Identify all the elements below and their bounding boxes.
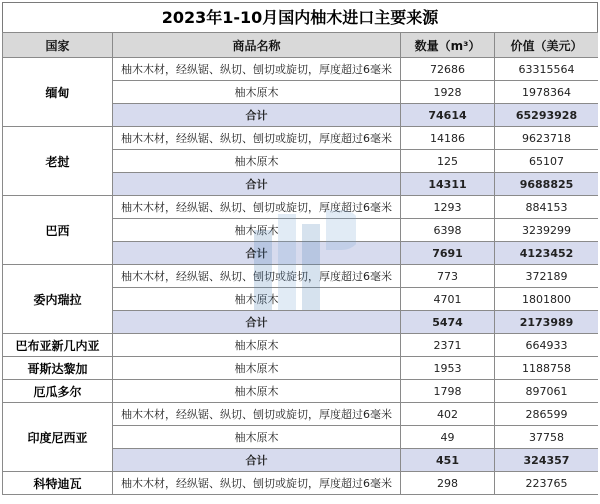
- table-body: [3, 58, 599, 495]
- product-cell: 柚木原木: [113, 219, 401, 242]
- value-cell: 223765: [495, 472, 599, 495]
- total-label-cell: 合计: [113, 104, 401, 127]
- total-value-cell: 2173989: [495, 311, 599, 334]
- total-label-cell: 合计: [113, 242, 401, 265]
- product-cell: 柚木原木: [113, 150, 401, 173]
- product-cell: 柚木木材，经纵锯、纵切、刨切或旋切，厚度超过6毫米: [113, 196, 401, 219]
- quantity-cell: 773: [401, 265, 495, 288]
- table-row: [3, 334, 599, 357]
- quantity-cell: 6398: [401, 219, 495, 242]
- quantity-cell: 298: [401, 472, 495, 495]
- quantity-cell: 1293: [401, 196, 495, 219]
- header-row: [3, 33, 599, 58]
- header-country: 国家: [3, 33, 113, 58]
- quantity-cell: 4701: [401, 288, 495, 311]
- total-value-cell: 65293928: [495, 104, 599, 127]
- quantity-cell: 1928: [401, 81, 495, 104]
- quantity-cell: 1798: [401, 380, 495, 403]
- country-cell: 老挝: [3, 127, 113, 196]
- value-cell: 1978364: [495, 81, 599, 104]
- product-cell: 柚木原木: [113, 288, 401, 311]
- table-row: [3, 357, 599, 380]
- table-row: [3, 380, 599, 403]
- product-cell: 柚木原木: [113, 426, 401, 449]
- country-cell: 缅甸: [3, 58, 113, 127]
- table-row: [3, 472, 599, 495]
- product-cell: 柚木原木: [113, 81, 401, 104]
- country-cell: 巴布亚新几内亚: [3, 334, 113, 357]
- header-value: 价值（美元）: [495, 33, 599, 58]
- quantity-cell: 2371: [401, 334, 495, 357]
- value-cell: 1188758: [495, 357, 599, 380]
- product-cell: 柚木原木: [113, 334, 401, 357]
- total-quantity-cell: 451: [401, 449, 495, 472]
- country-cell: 印度尼西亚: [3, 403, 113, 472]
- total-quantity-cell: 74614: [401, 104, 495, 127]
- product-cell: 柚木木材，经纵锯、纵切、刨切或旋切，厚度超过6毫米: [113, 403, 401, 426]
- header-product: 商品名称: [113, 33, 401, 58]
- country-cell: 巴西: [3, 196, 113, 265]
- product-cell: 柚木木材，经纵锯、纵切、刨切或旋切，厚度超过6毫米: [113, 265, 401, 288]
- table-row: [3, 127, 599, 150]
- country-cell: 哥斯达黎加: [3, 357, 113, 380]
- header-quantity: 数量（m³）: [401, 33, 495, 58]
- product-cell: 柚木木材，经纵锯、纵切、刨切或旋切，厚度超过6毫米: [113, 58, 401, 81]
- value-cell: 286599: [495, 403, 599, 426]
- value-cell: 9623718: [495, 127, 599, 150]
- value-cell: 37758: [495, 426, 599, 449]
- quantity-cell: 14186: [401, 127, 495, 150]
- total-label-cell: 合计: [113, 173, 401, 196]
- table-row: [3, 196, 599, 219]
- table-row: [3, 58, 599, 81]
- value-cell: 3239299: [495, 219, 599, 242]
- product-cell: 柚木原木: [113, 357, 401, 380]
- quantity-cell: 72686: [401, 58, 495, 81]
- product-cell: 柚木木材，经纵锯、纵切、刨切或旋切，厚度超过6毫米: [113, 472, 401, 495]
- total-quantity-cell: 7691: [401, 242, 495, 265]
- total-label-cell: 合计: [113, 311, 401, 334]
- total-quantity-cell: 5474: [401, 311, 495, 334]
- import-table-sheet: [2, 2, 598, 502]
- total-label-cell: 合计: [113, 449, 401, 472]
- total-value-cell: 9688825: [495, 173, 599, 196]
- product-cell: 柚木原木: [113, 380, 401, 403]
- value-cell: 372189: [495, 265, 599, 288]
- table-title: 2023年1-10月国内柚木进口主要来源: [2, 2, 598, 32]
- quantity-cell: 402: [401, 403, 495, 426]
- country-cell: 厄瓜多尔: [3, 380, 113, 403]
- country-cell: 委内瑞拉: [3, 265, 113, 334]
- total-quantity-cell: 14311: [401, 173, 495, 196]
- value-cell: 63315564: [495, 58, 599, 81]
- total-value-cell: 324357: [495, 449, 599, 472]
- total-value-cell: 4123452: [495, 242, 599, 265]
- table-row: [3, 403, 599, 426]
- value-cell: 664933: [495, 334, 599, 357]
- value-cell: 897061: [495, 380, 599, 403]
- quantity-cell: 1953: [401, 357, 495, 380]
- value-cell: 65107: [495, 150, 599, 173]
- quantity-cell: 125: [401, 150, 495, 173]
- quantity-cell: 49: [401, 426, 495, 449]
- table-row: [3, 265, 599, 288]
- product-cell: 柚木木材，经纵锯、纵切、刨切或旋切，厚度超过6毫米: [113, 127, 401, 150]
- import-table: [2, 32, 598, 495]
- value-cell: 1801800: [495, 288, 599, 311]
- value-cell: 884153: [495, 196, 599, 219]
- country-cell: 科特迪瓦: [3, 472, 113, 495]
